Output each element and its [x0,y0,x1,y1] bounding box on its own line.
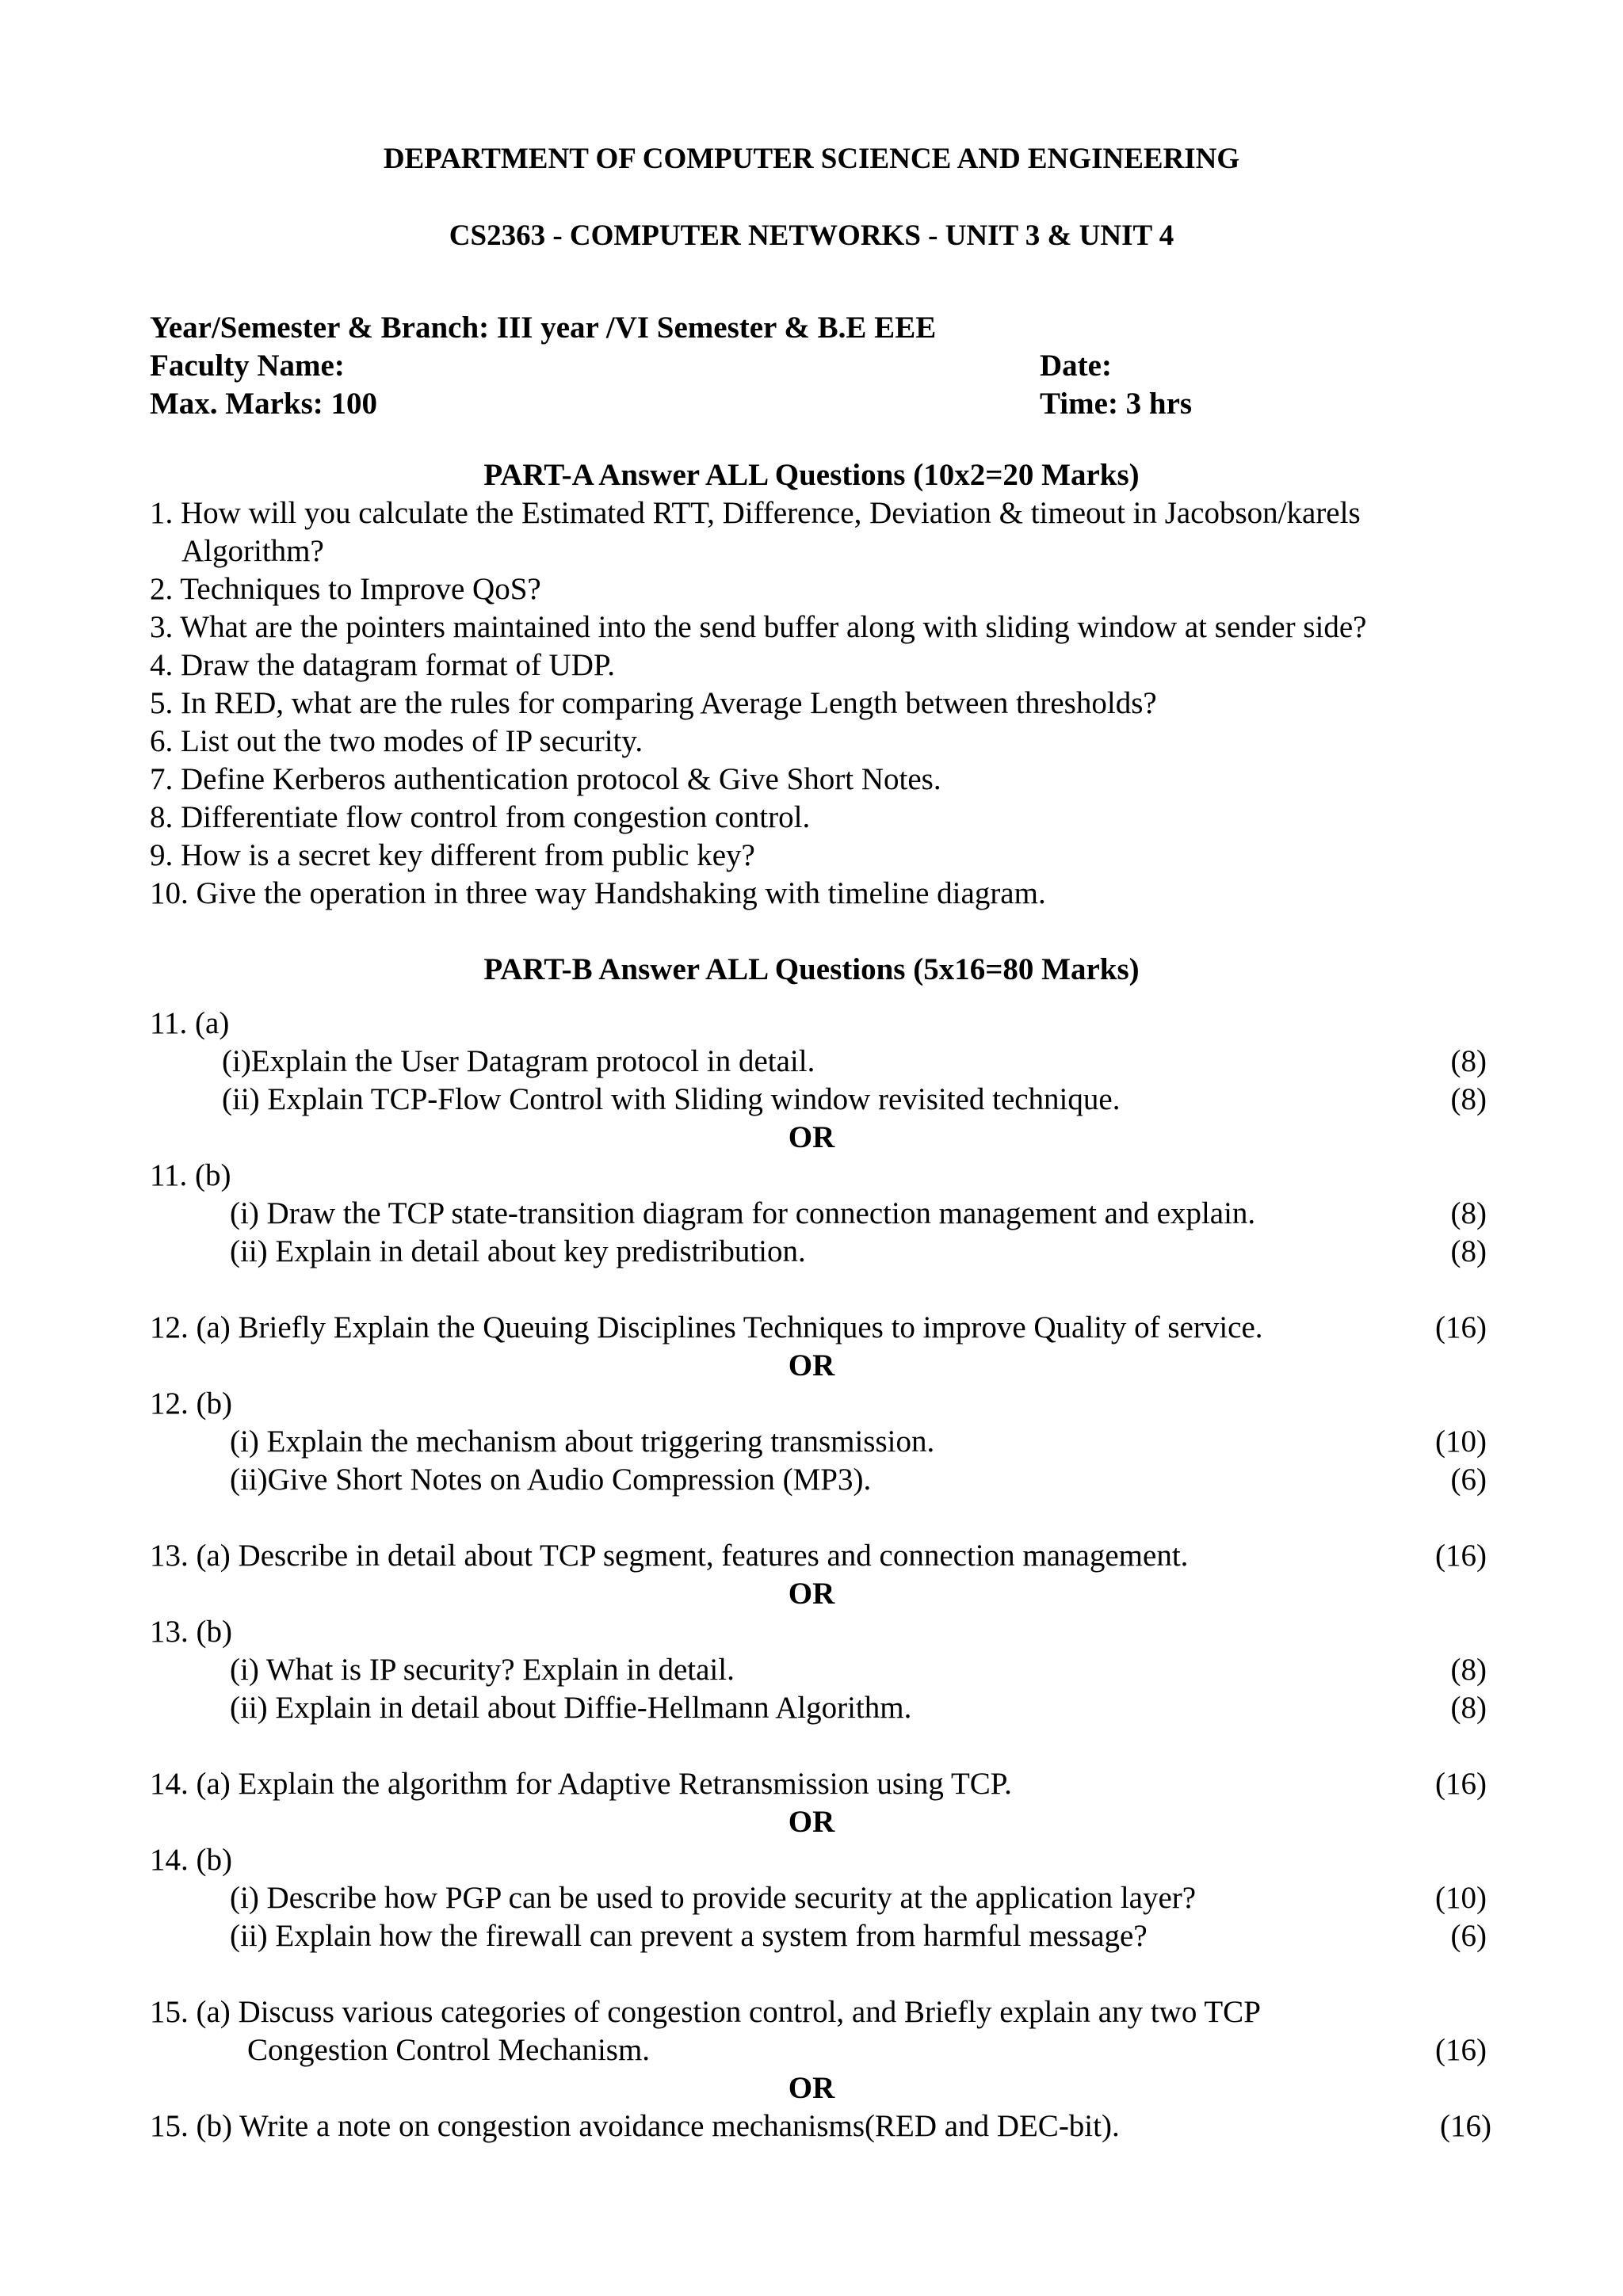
part-a-question-4: 4. Draw the datagram format of UDP. [150,648,615,682]
question-13b-ii: (ii) Explain in detail about Diffie-Hellmann Algorithm. [230,1691,912,1725]
part-a-question-1-cont: Algorithm? [181,534,324,568]
question-11b-label: 11. (b) [150,1158,231,1192]
question-11a-i-marks: (8) [1450,1044,1487,1078]
question-14b-ii: (ii) Explain how the firewall can prevent a system from harmful message? [230,1919,1148,1953]
question-11b-i-marks: (8) [1450,1196,1487,1230]
question-11b-ii: (ii) Explain in detail about key predistribution. [230,1234,806,1268]
question-13b-i: (i) What is IP security? Explain in detail. [230,1653,735,1687]
question-14b-label: 14. (b) [150,1843,232,1877]
question-12b-i-marks: (10) [1435,1425,1487,1459]
question-11a-i: (i)Explain the User Datagram protocol in detail. [222,1044,815,1078]
question-11a-label: 11. (a) [150,1006,230,1040]
question-11b-ii-marks: (8) [1450,1234,1487,1268]
question-13a-marks: (16) [1435,1539,1487,1573]
or-divider: OR [788,1805,835,1839]
question-14a-marks: (16) [1435,1767,1487,1801]
time-allowed: Time: 3 hrs [1040,387,1193,421]
question-15b-marks: (16) [1440,2109,1491,2143]
part-a-question-2: 2. Techniques to Improve QoS? [150,572,541,606]
faculty-name-label: Faculty Name: [150,349,345,383]
year-semester-branch: Year/Semester & Branch: III year /VI Semester & B.E EEE [150,311,937,345]
question-12a: 12. (a) Briefly Explain the Queuing Disciplines Techniques to improve Quality of service. [150,1310,1263,1344]
question-14b-i-marks: (10) [1435,1881,1487,1915]
or-divider: OR [788,1577,835,1611]
question-11b-i: (i) Draw the TCP state-transition diagram for connection management and explain. [230,1196,1256,1230]
question-15a: 15. (a) Discuss various categories of congestion control, and Briefly explain any two TCP [150,1995,1261,2029]
date-label: Date: [1040,349,1112,383]
question-12a-marks: (16) [1435,1310,1487,1344]
part-a-question-9: 9. How is a secret key different from public key? [150,838,755,872]
question-15a-cont: Congestion Control Mechanism. [247,2033,651,2067]
part-a-question-6: 6. List out the two modes of IP security. [150,724,643,758]
part-a-question-1: 1. How will you calculate the Estimated RTT, Difference, Deviation & timeout in Jacobson/karels [150,496,1361,530]
max-marks: Max. Marks: 100 [150,387,378,421]
department-title: DEPARTMENT OF COMPUTER SCIENCE AND ENGINEERING [383,143,1240,175]
or-divider: OR [788,1348,835,1383]
question-13b-ii-marks: (8) [1450,1691,1487,1725]
question-14b-i: (i) Describe how PGP can be used to provide security at the application layer? [230,1881,1197,1915]
or-divider: OR [788,1120,835,1154]
part-b-heading: PART-B Answer ALL Questions (5x16=80 Marks) [483,952,1140,986]
part-a-question-3: 3. What are the pointers maintained into the send buffer along with sliding window at sender side? [150,610,1367,644]
question-14b-ii-marks: (6) [1450,1919,1487,1953]
part-a-question-5: 5. In RED, what are the rules for comparing Average Length between thresholds? [150,686,1157,720]
part-a-heading: PART-A Answer ALL Questions (10x2=20 Marks) [483,458,1140,492]
question-13b-label: 13. (b) [150,1615,232,1649]
question-15a-marks: (16) [1435,2033,1487,2067]
part-a-question-10: 10. Give the operation in three way Handshaking with timeline diagram. [150,876,1046,910]
question-11a-ii-marks: (8) [1450,1082,1487,1116]
question-13a: 13. (a) Describe in detail about TCP segment, features and connection management. [150,1539,1189,1573]
question-11a-ii: (ii) Explain TCP-Flow Control with Sliding window revisited technique. [222,1082,1121,1116]
question-15b: 15. (b) Write a note on congestion avoidance mechanisms(RED and DEC-bit). [150,2109,1120,2143]
course-title: CS2363 - COMPUTER NETWORKS - UNIT 3 & UNIT 4 [449,219,1174,252]
question-12b-label: 12. (b) [150,1386,232,1421]
question-12b-ii: (ii)Give Short Notes on Audio Compression (MP3). [230,1463,872,1497]
question-14a: 14. (a) Explain the algorithm for Adaptive Retransmission using TCP. [150,1767,1012,1801]
part-a-question-8: 8. Differentiate flow control from congestion control. [150,800,811,834]
question-12b-ii-marks: (6) [1450,1463,1487,1497]
or-divider: OR [788,2071,835,2105]
question-12b-i: (i) Explain the mechanism about triggering transmission. [230,1425,935,1459]
part-a-question-7: 7. Define Kerberos authentication protocol & Give Short Notes. [150,762,941,796]
question-13b-i-marks: (8) [1450,1653,1487,1687]
